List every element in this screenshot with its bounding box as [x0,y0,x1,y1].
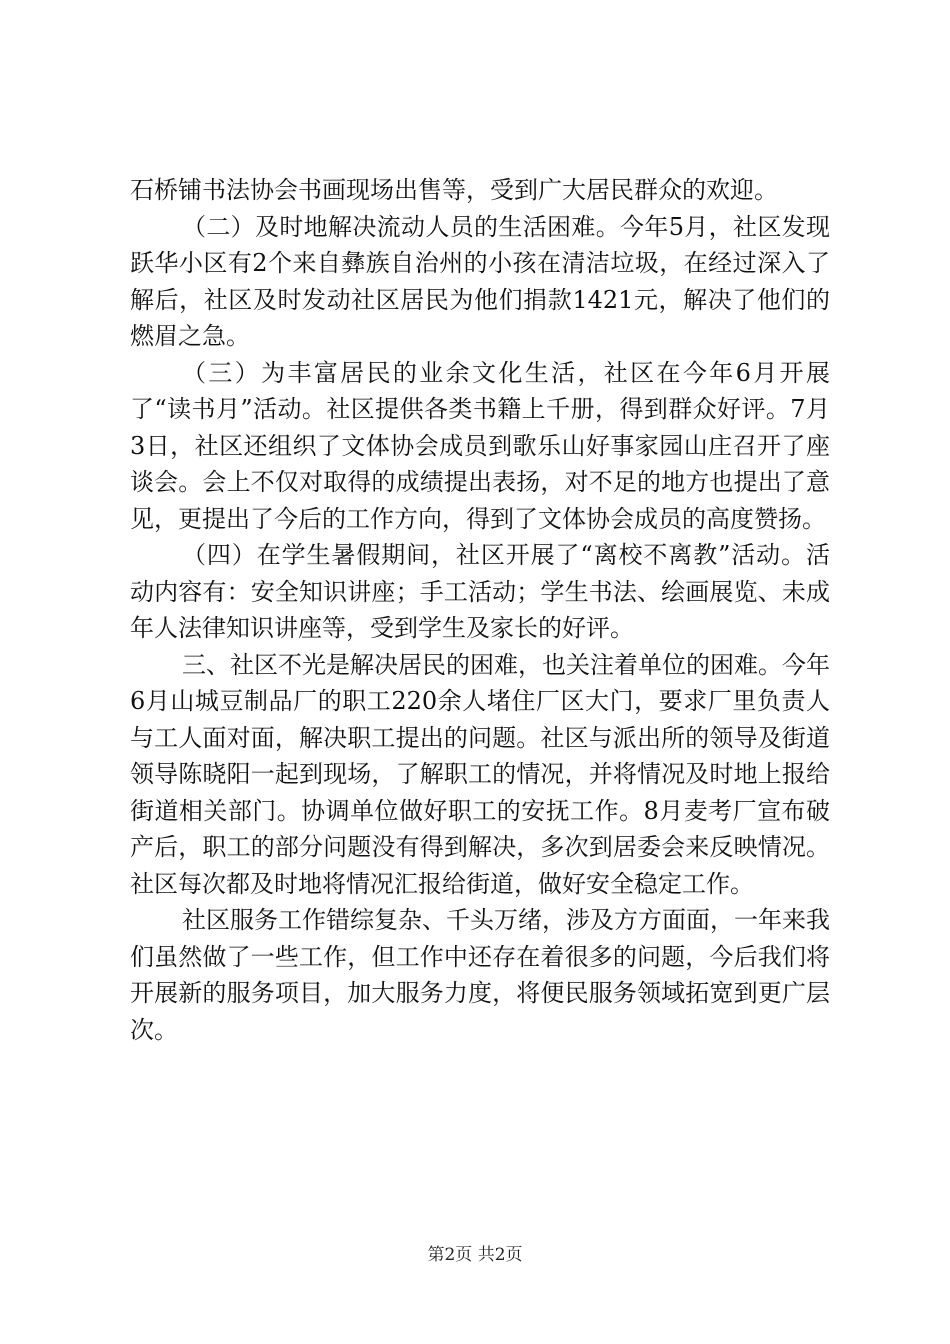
page-footer [0,1244,950,1266]
paragraph-section-3: （三）为丰富居民的业余文化生活，社区在今年6月开展了“读书月”活动。社区提供各类书籍上千册，得到群众好评。7月3日，社区还组织了文体协会成员到歌乐山好事家园山庄召开了座谈会。会上不仅对取得的成绩提出表扬，对不足的地方也提出了意见，更提出了今后的工作方向，得到了文体协会成员的高度赞扬。 [130,358,830,533]
page-number: 第2页 共2页 [427,1245,523,1265]
paragraph-section-2: （二）及时地解决流动人员的生活困难。今年5月，社区发现跃华小区有2个来自彝族自治州的小孩在清洁垃圾，在经过深入了解后，社区及时发动社区居民为他们捐款1421元，解决了他们的燃眉之急。 [130,212,830,350]
paragraph-part-three: 三、社区不光是解决居民的困难，也关注着单位的困难。今年6月山城豆制品厂的职工220余人堵住厂区大门，要求厂里负责人与工人面对面，解决职工提出的问题。社区与派出所的领导及街道领导陈晓阳一起到现场，了解职工的情况，并将情况及时地上报给街道相关部门。协调单位做好职工的安抚工作。8月麦考厂宣布破产后，职工的部分问题没有得到解决，多次到居委会来反映情况。社区每次都及时地将情况汇报给街道，做好安全稳定工作。 [130,650,830,898]
paragraph-section-4: （四）在学生暑假期间，社区开展了“离校不离教”活动。活动内容有：安全知识讲座；手工活动；学生书法、绘画展览、未成年人法律知识讲座等，受到学生及家长的好评。 [130,541,830,642]
document-body [130,172,830,1048]
paragraph-conclusion: 社区服务工作错综复杂、千头万绪，涉及方方面面，一年来我们虽然做了一些工作，但工作中还存在着很多的问题，今后我们将开展新的服务项目，加大服务力度，将便民服务领域拓宽到更广层次。 [130,906,830,1044]
paragraph-continuation: 石桥铺书法协会书画现场出售等，受到广大居民群众的欢迎。 [130,176,778,204]
